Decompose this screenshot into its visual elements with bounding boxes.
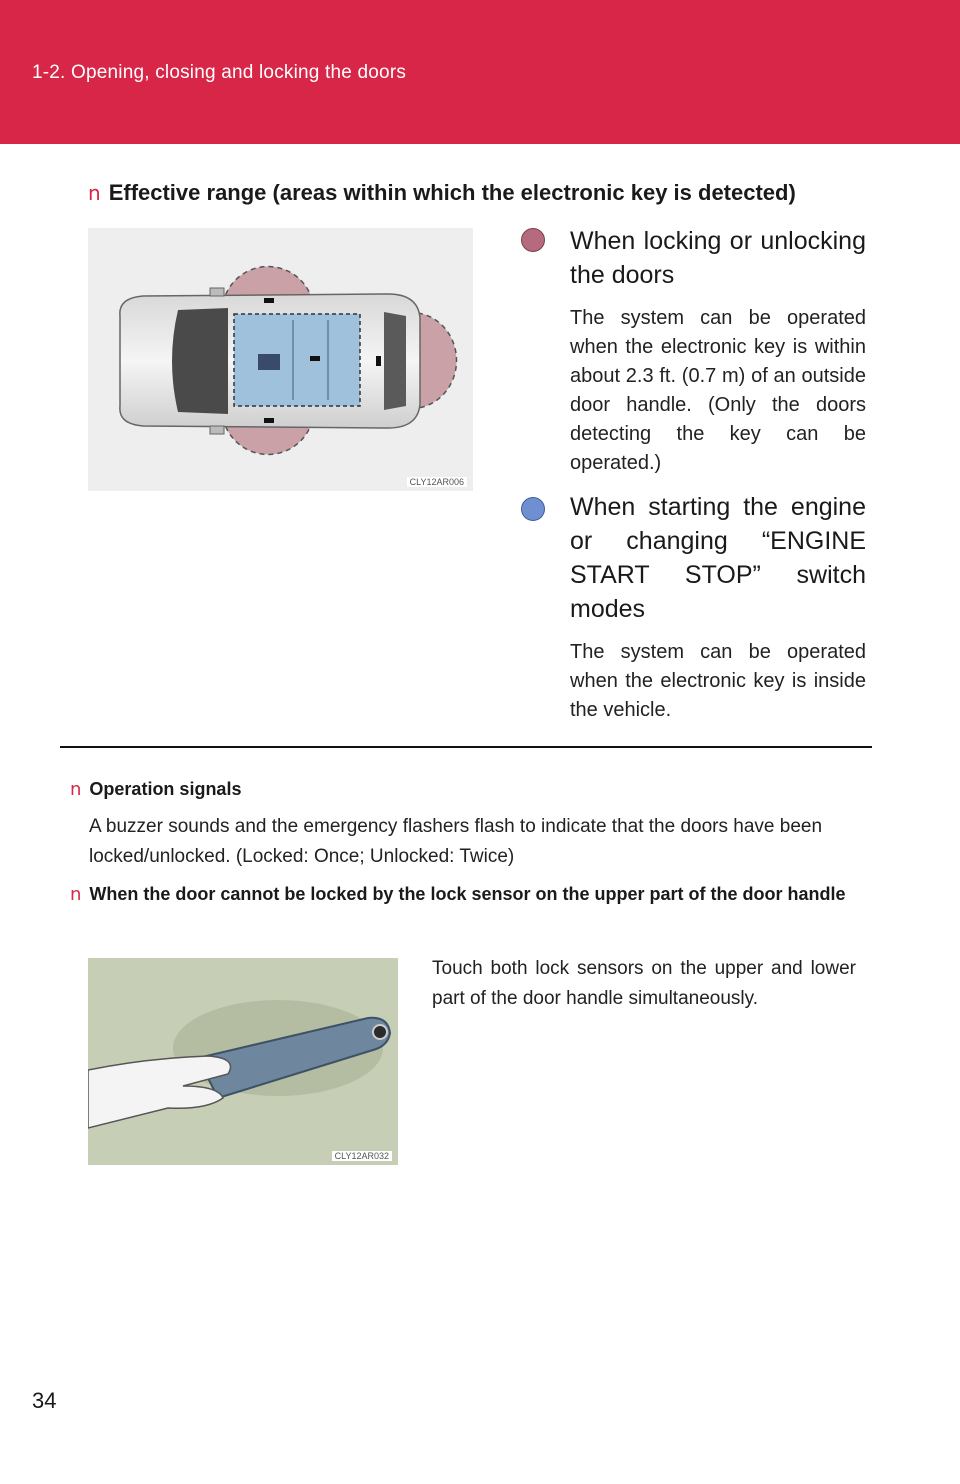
- lock-sensor-heading: [70, 879, 889, 910]
- operation-signals-heading: [70, 774, 870, 805]
- bullet-icon: n: [88, 181, 101, 205]
- effective-range-heading-text: Effective range (areas within which the electronic key is detected): [108, 180, 796, 205]
- lock-sensor-caption: Touch both lock sensors on the upper and lower part of the door handle simultaneously.: [432, 958, 856, 1009]
- windshield: [172, 308, 228, 414]
- vehicle-range-diagram: [88, 228, 473, 491]
- door-range-legend-dot: [521, 228, 545, 252]
- section-title: 1-2. Opening, closing and locking the doors: [32, 62, 407, 83]
- operation-signals-heading-text: Operation signals: [89, 779, 242, 799]
- figure-code: CLY12AR006: [407, 477, 467, 487]
- page-header: [0, 0, 960, 144]
- vehicle-top-view-illustration: [88, 228, 473, 491]
- legend-title-doors: When locking or unlocking the doors: [570, 227, 866, 289]
- operation-signals-body: A buzzer sounds and the emergency flashers flash to indicate that the doors have been locked/unlocked. (Locked: Once; Unlocked: Twice): [89, 816, 823, 867]
- page-number: 34: [32, 1388, 57, 1413]
- door-handle-illustration: [88, 958, 398, 1165]
- legend-description-doors: The system can be operated when the electronic key is within about 2.3 ft. (0.7 m) of an outside door handle. (Only the doors detecting the key can be operated.): [570, 307, 866, 474]
- console: [258, 354, 280, 370]
- bullet-icon: n: [70, 779, 82, 800]
- interior-range-zone: [234, 314, 360, 406]
- door-handle-photo: [88, 958, 398, 1165]
- rear-range-zone: [418, 313, 457, 408]
- effective-range-heading: [88, 180, 878, 206]
- key-cylinder: [373, 1025, 387, 1039]
- legend-description-engine: The system can be operated when the electronic key is inside the vehicle.: [570, 641, 866, 721]
- interior-range-legend-dot: [521, 497, 545, 521]
- rear-window: [384, 312, 406, 410]
- bullet-icon: n: [70, 884, 82, 905]
- section-divider: [60, 746, 872, 748]
- lock-sensor-heading-text: When the door cannot be locked by the lock sensor on the upper part of the door handle: [89, 884, 846, 904]
- legend-title-engine: When starting the engine or changing “ENGINE START STOP” switch modes: [570, 493, 866, 623]
- figure-code: CLY12AR032: [332, 1151, 392, 1161]
